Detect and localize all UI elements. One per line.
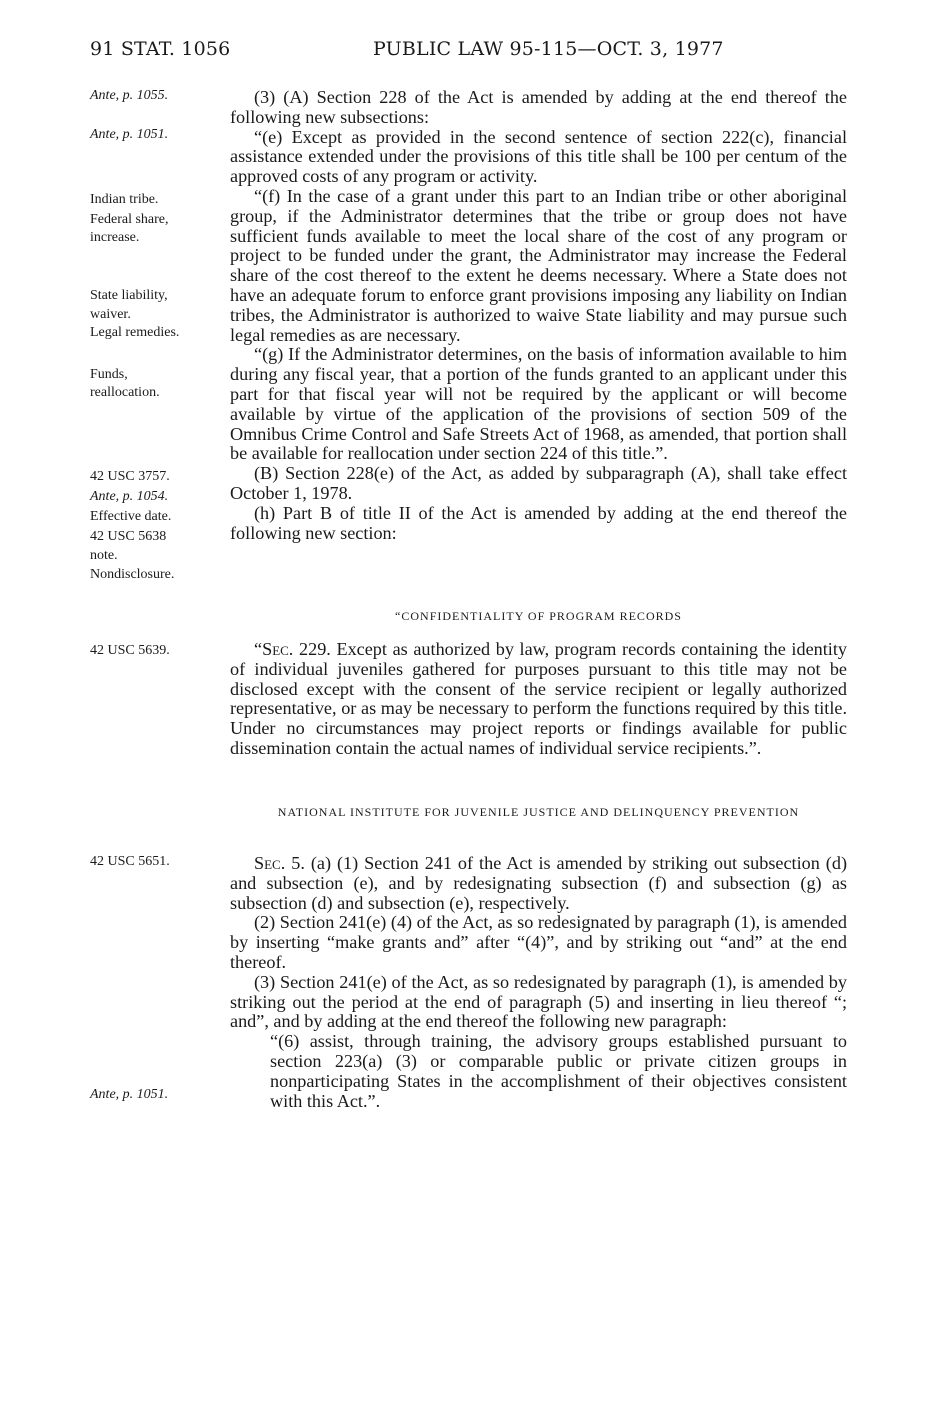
margin-note-42-usc-3757: 42 USC 3757. (90, 469, 170, 484)
margin-note-ante-1051-b: Ante, p. 1051. (90, 1087, 169, 1102)
paragraph-3a: (3) (A) Section 228 of the Act is amended by adding at the end thereof the following new subsections: (230, 87, 847, 127)
margin-note-note: note. (90, 548, 118, 563)
margin-note-funds: Funds, (90, 367, 128, 382)
section-229-text: 229. Except as authorized by law, program records containing the identity of individual juveniles gathered for purposes pursuant to this title may not be disclosed except with the consent of the service recipient or legally authorized representative, or as may be necessary to perform the functions required by this title. Under no circumstances may project reports or findings available for public dissemination contain the actual names of individual service recipients.”. (230, 639, 848, 758)
margin-note-increase: increase. (90, 230, 140, 245)
section-5-text: 5. (a) (1) Section 241 of the Act is amended by striking out subsection (d) and subsection (e), and by redesignating subsection (f) and subsection (g) as subsection (d) and subsection (e), respectively. (230, 853, 848, 913)
margin-note-waiver: waiver. (90, 307, 131, 322)
subsection-e: “(e) Except as provided in the second sentence of section 222(c), financial assistance extended under the provisions of this title shall be 100 per centum of the approved costs of any program or activity. (230, 126, 847, 187)
margin-note-ante-1055: Ante, p. 1055. (90, 88, 169, 103)
subsection-f: “(f) In the case of a grant under this part to an Indian tribe or other aboriginal group, if the Administrator determines that the tribe or group does not have sufficient funds available to meet the local share of the cost of any program or project to be funded under the grant, the Administrator may increase the Federal share of the cost thereof to the extent he deems necessary. Where a State does not have an adequate forum to enforce grant provisions imposing any liability on Indian tribes, the Administrator is authorized to waive State liability and may pursue such legal remedies as are necessary. (230, 185, 847, 345)
margin-note-ante-1054: Ante, p. 1054. (90, 489, 169, 504)
body-block-3 (230, 854, 847, 1111)
running-header: PUBLIC LAW 95-115—OCT. 3, 1977 (373, 38, 724, 60)
paragraph-6: “(6) assist, through training, the advisory groups established pursuant to section 223(a) (3) or comparable public or private citizen groups in nonparticipating States in the accomplishment of their objectives consistent with this Act.”. (270, 1031, 847, 1111)
page-citation: 91 STAT. 1056 (90, 38, 231, 60)
margin-note-reallocation: reallocation. (90, 385, 160, 400)
margin-note-42-usc-5638: 42 USC 5638 (90, 529, 167, 544)
margin-note-federal-share: Federal share, (90, 212, 169, 227)
heading-confidentiality: “CONFIDENTIALITY OF PROGRAM RECORDS (395, 609, 682, 623)
sec-label: “Sec. (254, 639, 294, 659)
margin-note-indian-tribe: Indian tribe. (90, 192, 159, 207)
section-5-a1 (230, 854, 847, 913)
margin-note-effective-date: Effective date. (90, 509, 172, 524)
section-229 (230, 640, 847, 759)
paragraph-3b: (B) Section 228(e) of the Act, as added by subparagraph (A), shall take effect October 1, 1978. (230, 463, 847, 503)
margin-note-ante-1051: Ante, p. 1051. (90, 127, 169, 142)
margin-note-42-usc-5651: 42 USC 5651. (90, 854, 170, 869)
sec-label: Sec. (254, 853, 286, 873)
heading-national-institute: NATIONAL INSTITUTE FOR JUVENILE JUSTICE AND DELINQUENCY PREVENTION (277, 805, 800, 819)
margin-note-legal-remedies: Legal remedies. (90, 325, 180, 340)
subsection-g: “(g) If the Administrator determines, on the basis of information available to him during any fiscal year, that a portion of the funds granted to an applicant under this part for that fiscal year will not be required by the applicant or will become available by virtue of the application of the provisions of section 509 of the Omnibus Crime Control and Safe Streets Act of 1968, as amended, that portion shall be available for reallocation under section 224 of this title.”. (230, 344, 847, 464)
paragraph-h: (h) Part B of title II of the Act is amended by adding at the end thereof the following new section: (230, 502, 847, 543)
margin-note-42-usc-5639: 42 USC 5639. (90, 643, 170, 658)
margin-note-state-liability: State liability, (90, 288, 168, 303)
margin-note-nondisclosure: Nondisclosure. (90, 567, 175, 582)
body-block-1 (230, 88, 847, 543)
section-5-a2: (2) Section 241(e) (4) of the Act, as so redesignated by paragraph (1), is amended by inserting “make grants and” after “(4)”, and by striking out “and” at the end thereof. (230, 912, 847, 972)
section-5-a3: (3) Section 241(e) of the Act, as so redesignated by paragraph (1), is amended by striking out the period at the end of paragraph (5) and inserting in lieu thereof “; and”, and by adding at the end thereof the following new paragraph: (230, 971, 847, 1032)
body-block-2 (230, 640, 847, 759)
